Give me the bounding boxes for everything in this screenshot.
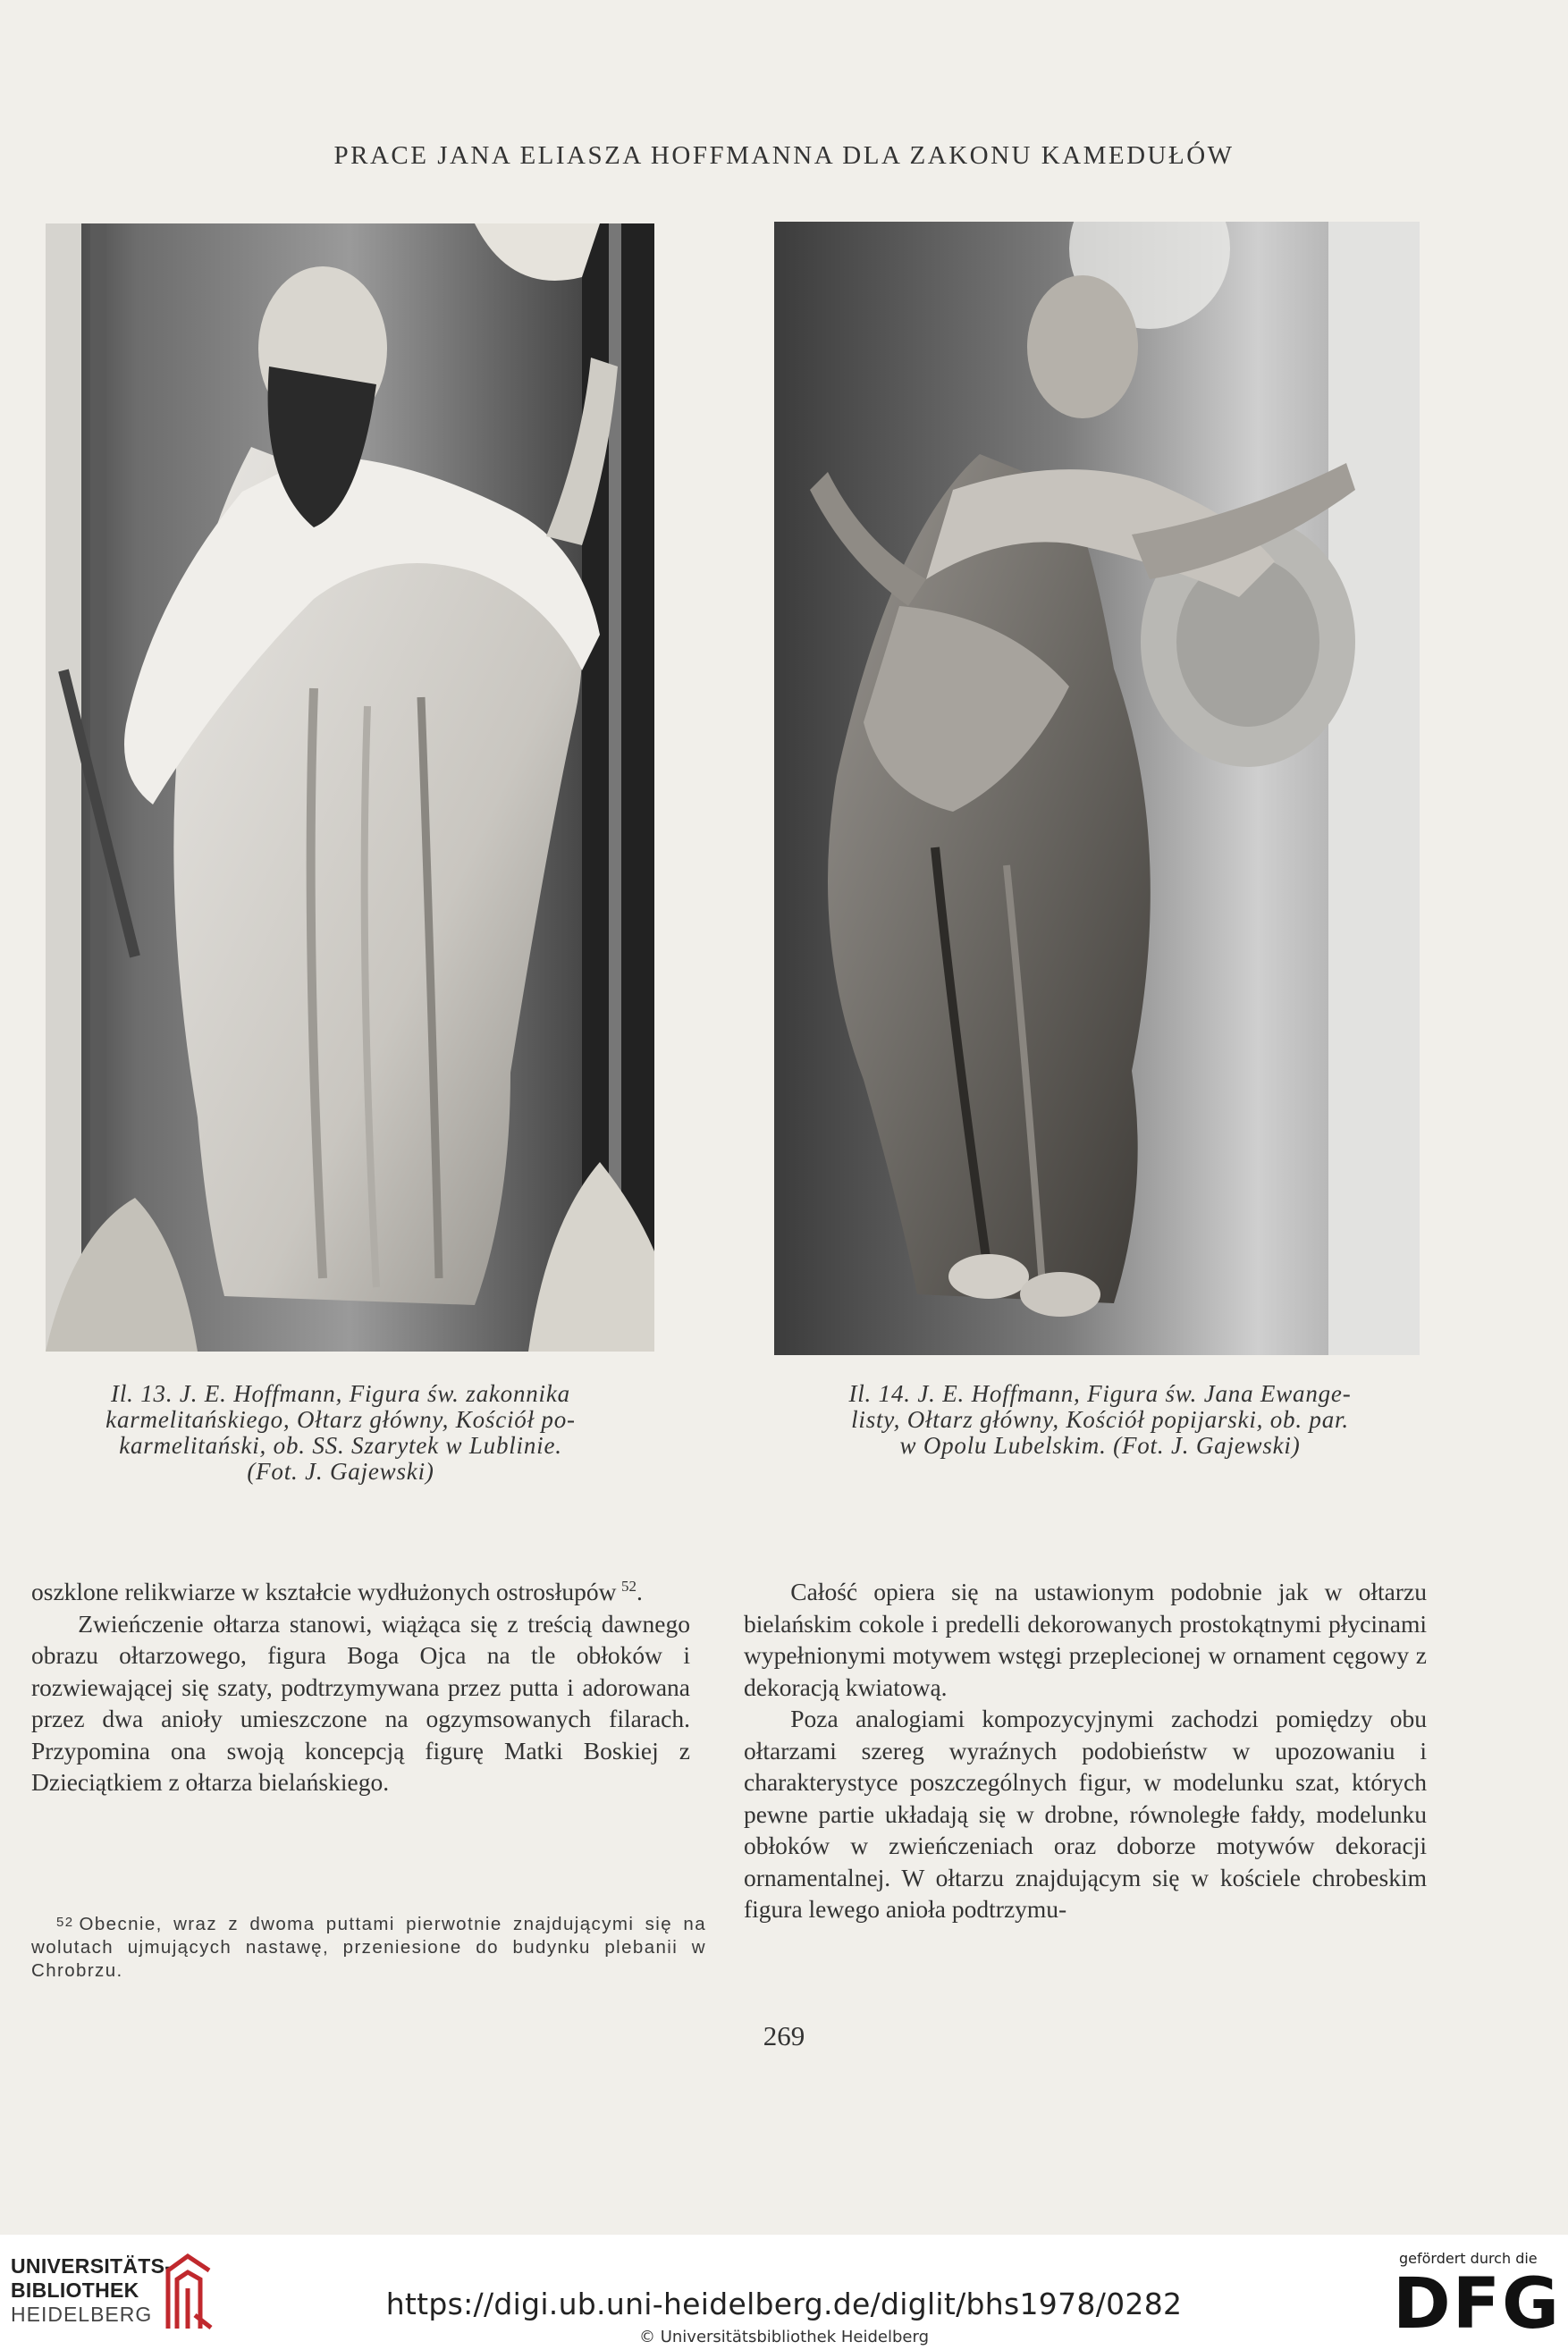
figure-14-photo (774, 222, 1420, 1355)
dfg-logo[interactable]: DFG (1393, 2264, 1562, 2345)
library-name-line: UNIVERSITÄTS- (11, 2254, 173, 2278)
running-head: PRACE JANA ELIASZA HOFFMANNA DLA ZAKONU KAMEDUŁÓW (333, 141, 1235, 170)
caption-line: karmelitańskiego, Ołtarz główny, Kościół po- (105, 1406, 576, 1433)
page-number: 269 (763, 2020, 805, 2051)
figure-13-caption (32, 1381, 649, 1485)
caption-line: Il. 14. J. E. Hoffmann, Figura św. Jana Ewange- (848, 1380, 1352, 1407)
permalink-url[interactable]: https://digi.ub.uni-heidelberg.de/diglit/bhs1978/0282 (385, 2287, 1183, 2321)
right-text-column (744, 1576, 1427, 1925)
figure-13-photo (46, 223, 654, 1352)
caption-line: karmelitański, ob. SS. Szarytek w Lublinie. (119, 1432, 562, 1459)
paragraph: Zwieńczenie ołtarza stanowi, wiążąca się z treścią dawnego obrazu ołtarzowego, figura Boga Ojca na tle obłoków i rozwiewającej się szaty, podtrzymywana przez putta i adorowana przez dwa anioły umieszczone na ogzymsowanych filarach. Przypomina ona swoją koncepcją figurę Matki Boskiej z Dzieciątkiem z ołtarza bielańskiego. (31, 1609, 690, 1796)
paragraph: Poza analogiami kompozycyjnymi zachodzi pomiędzy obu ołtarzami szereg wyraźnych podobieństw w upozowaniu i charakterystyce poszczególnych figur, w modelunku szat, których pewne partie układają się w drobne, równoległe fałdy, modelunku obłoków w zwieńczeniach oraz doborze motywów dekoracji ornamentalnej. W ołtarzu znajdującym się w kościele chrobeskim figura lewego anioła podtrzymu- (744, 1705, 1427, 1923)
paragraph: Całość opiera się na ustawionym podobnie jak w ołtarzu bielańskim cokole i predelli dekorowanych prostokątnymi płycinami wypełnionymi motywem wstęgi przeplecionej w ornament cęgowy z dekoracją kwiatową. (744, 1578, 1427, 1701)
library-name-line: HEIDELBERG (11, 2303, 153, 2326)
caption-line: Il. 13. J. E. Hoffmann, Figura św. zakonnika (111, 1380, 570, 1407)
copyright-notice: © Universitätsbibliothek Heidelberg (638, 2328, 929, 2346)
paragraph: oszklone relikwiarze w kształcie wydłużonych ostrosłupów $^{52}$. (31, 1577, 643, 1605)
footnote (31, 1911, 706, 1983)
library-name-line: BIBLIOTHEK (11, 2278, 139, 2302)
footnote-reference[interactable]: 52 (620, 1577, 636, 1595)
footnote-text: Obecnie, wraz z dwoma puttami pierwotnie znajdującymi się na wolutach ujmujących nastawę, przeniesione do budynku plebanii w Chrobrzu. (31, 1914, 706, 1981)
footnote-number: 52 (56, 1915, 74, 1930)
caption-line: (Fot. J. Gajewski) (247, 1458, 434, 1485)
friar-statue-image (46, 223, 654, 1352)
caption-line: w Opolu Lubelskim. (Fot. J. Gajewski) (899, 1432, 1301, 1459)
dfg-funding-label: gefördert durch die (1399, 2250, 1538, 2267)
left-text-column (31, 1576, 690, 1798)
caption-line: listy, Ołtarz główny, Kościół popijarski, ob. par. (851, 1406, 1349, 1433)
evangelist-statue-image (774, 222, 1420, 1355)
figure-14-caption (767, 1381, 1433, 1459)
